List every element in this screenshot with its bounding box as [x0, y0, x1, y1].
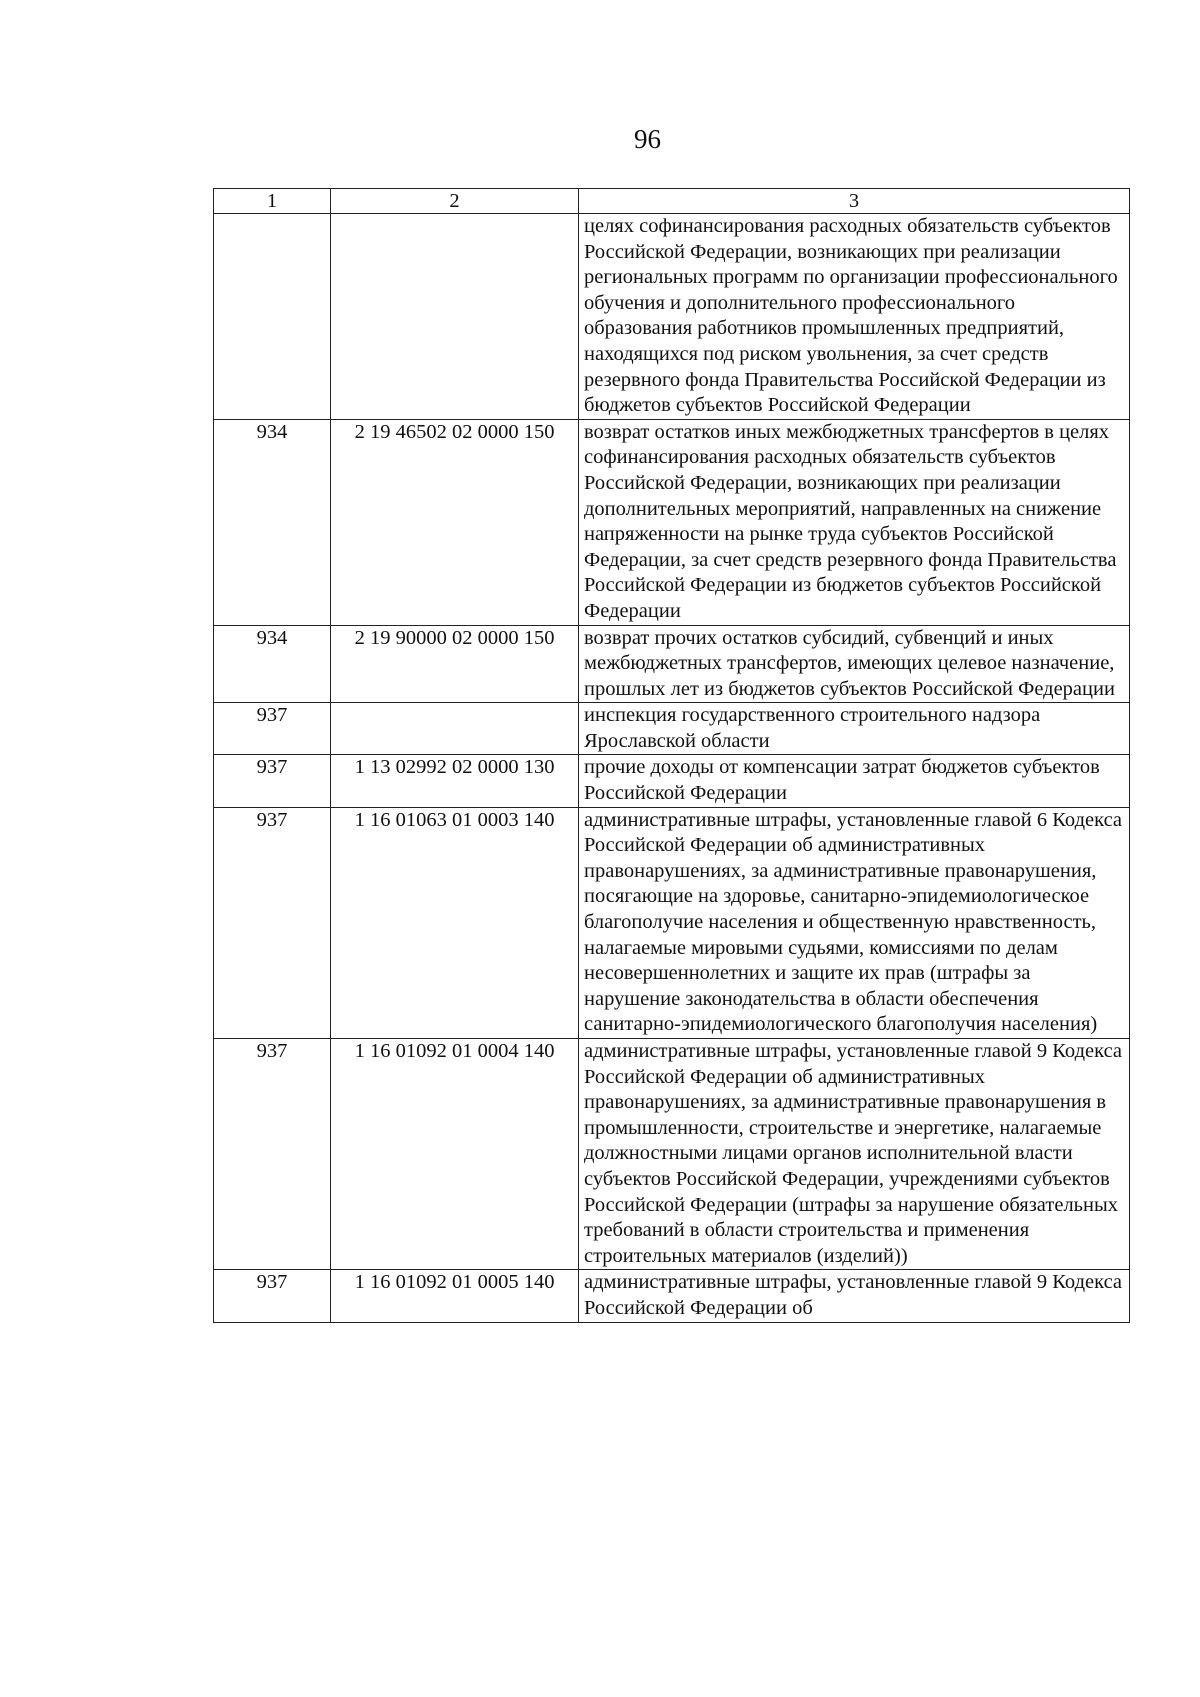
revenue-code-cell: 2 19 46502 02 0000 150 — [331, 419, 579, 625]
header-col-3: 3 — [579, 189, 1130, 214]
revenue-code-cell: 2 19 90000 02 0000 150 — [331, 625, 579, 703]
description-cell: прочие доходы от компенсации затрат бюджетов субъектов Российской Федерации — [579, 755, 1130, 807]
page-number: 96 — [634, 124, 661, 154]
admin-code-cell — [214, 214, 331, 420]
table-row — [214, 1270, 1130, 1322]
table-row — [214, 419, 1130, 625]
revenue-code-cell: 1 16 01092 01 0005 140 — [331, 1270, 579, 1322]
table-row — [214, 1039, 1130, 1270]
description-cell: административные штрафы, установленные главой 6 Кодекса Российской Федерации об административных правонарушениях, за административные правонарушения, посягающие на здоровье, санитарно-эпидемиологическое благополучие населения и общественную нравственность, налагаемые мировыми судьями, комиссиями по делам несовершеннолетних и защите их прав (штрафы за нарушение законодательства в области обеспечения санитарно-эпидемиологического благополучия населения) — [579, 807, 1130, 1038]
admin-code-cell: 937 — [214, 807, 331, 1038]
admin-code-cell: 937 — [214, 755, 331, 807]
table-row — [214, 807, 1130, 1038]
description-cell: возврат остатков иных межбюджетных трансфертов в целях софинансирования расходных обязательств субъектов Российской Федерации, возникающих при реализации дополнительных мероприятий, направленных на снижение напряженности на рынке труда субъектов Российской Федерации, за счет средств резервного фонда Правительства Российской Федерации из бюджетов субъектов Российской Федерации — [579, 419, 1130, 625]
admin-code-cell: 937 — [214, 1039, 331, 1270]
description-cell: административные штрафы, установленные главой 9 Кодекса Российской Федерации об административных правонарушениях, за административные правонарушения в промышленности, строительстве и энергетике, налагаемые должностными лицами органов исполнительной власти субъектов Российской Федерации, учреждениями субъектов Российской Федерации (штрафы за нарушение обязательных требований в области строительства и применения строительных материалов (изделий)) — [579, 1039, 1130, 1270]
description-cell: административные штрафы, установленные главой 9 Кодекса Российской Федерации об — [579, 1270, 1130, 1322]
description-cell: инспекция государственного строительного надзора Ярославской области — [579, 703, 1130, 755]
admin-code-cell: 937 — [214, 1270, 331, 1322]
admin-code-cell: 934 — [214, 625, 331, 703]
header-col-2: 2 — [331, 189, 579, 214]
table-row — [214, 703, 1130, 755]
table-header-row — [214, 189, 1130, 214]
revenue-code-cell — [331, 214, 579, 420]
revenue-code-cell — [331, 703, 579, 755]
table-row — [214, 214, 1130, 420]
revenue-code-cell: 1 16 01063 01 0003 140 — [331, 807, 579, 1038]
description-cell: целях софинансирования расходных обязательств субъектов Российской Федерации, возникающих при реализации региональных программ по организации профессионального обучения и дополнительного профессионального образования работников промышленных предприятий, находящихся под риском увольнения, за счет средств резервного фонда Правительства Российской Федерации из бюджетов субъектов Российской Федерации — [579, 214, 1130, 420]
revenue-code-cell: 1 16 01092 01 0004 140 — [331, 1039, 579, 1270]
header-col-1: 1 — [214, 189, 331, 214]
admin-code-cell: 934 — [214, 419, 331, 625]
budget-codes-table — [213, 188, 1130, 1323]
admin-code-cell: 937 — [214, 703, 331, 755]
description-cell: возврат прочих остатков субсидий, субвенций и иных межбюджетных трансфертов, имеющих целевое назначение, прошлых лет из бюджетов субъектов Российской Федерации — [579, 625, 1130, 703]
table-row — [214, 755, 1130, 807]
revenue-code-cell: 1 13 02992 02 0000 130 — [331, 755, 579, 807]
table-row — [214, 625, 1130, 703]
